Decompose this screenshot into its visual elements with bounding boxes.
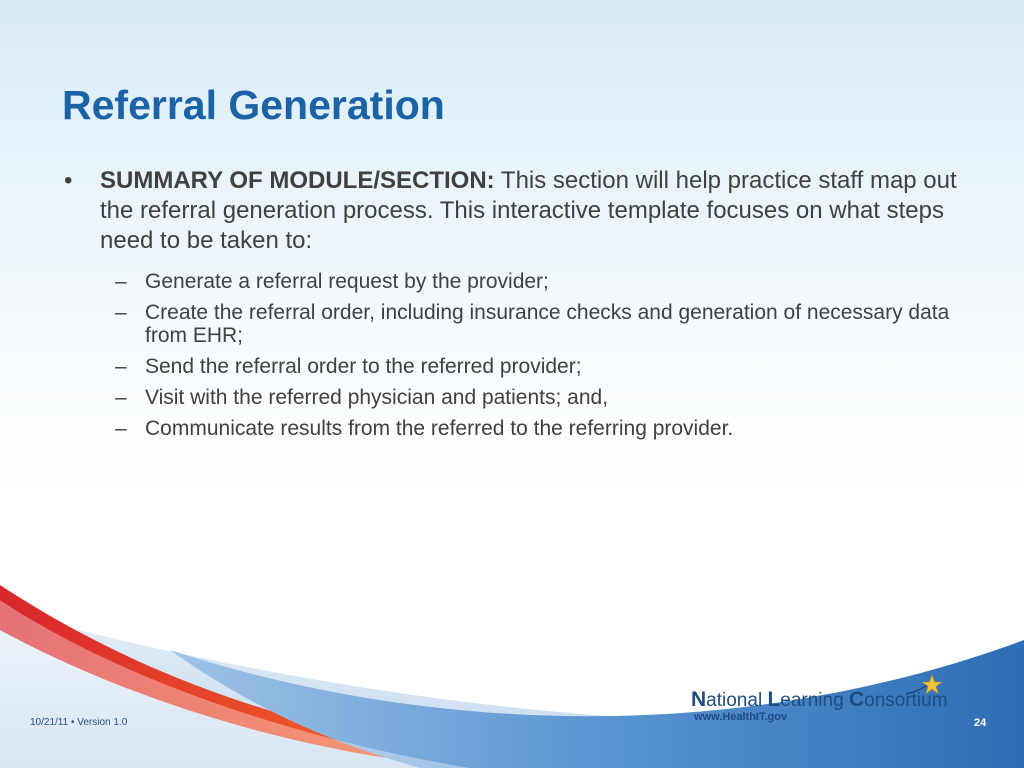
dash-marker: – [115,301,127,324]
national-learning-consortium-logo [688,674,958,724]
list-item-text: Create the referral order, including insurance checks and generation of necessary data from EHR; [145,301,950,347]
logo-wordmark [691,688,948,712]
list-item-text: Generate a referral request by the provider; [145,270,549,293]
list-item-text: Send the referral order to the referred provider; [145,355,582,378]
dash-marker: – [115,386,127,409]
list-item [64,386,974,409]
dash-marker: – [115,355,127,378]
slide-title: Referral Generation [62,82,445,128]
page-number: 24 [974,717,987,729]
logo-word-national: ational [706,690,768,711]
logo-letter-c: C [848,688,865,711]
dash-marker: – [115,417,127,440]
logo-url[interactable]: www.HealthIT.gov [694,711,788,723]
list-item-text: Visit with the referred physician and patients; and, [145,386,609,409]
summary-text: This section will help practice staff map out the referral generation process. This interactive template focuses on what steps need to be taken to: [100,167,957,254]
summary-bullet [64,166,974,256]
list-item [64,417,974,440]
logo-word-consortium: onsortium [864,690,948,711]
logo-letter-n: N [691,688,707,711]
slide-content [64,166,974,448]
bullet-marker: • [64,167,73,194]
list-item [64,301,974,347]
list-item [64,355,974,378]
logo-word-learning: earning [780,690,849,711]
list-item [64,270,974,293]
list-item-text: Communicate results from the referred to the referring provider. [145,417,734,440]
steps-list [64,270,974,440]
logo-letter-l: L [767,688,781,711]
dash-marker: – [115,270,127,293]
footer-date-version: 10/21/11 • Version 1.0 [30,717,128,728]
summary-heading: SUMMARY OF MODULE/SECTION: [100,167,495,194]
